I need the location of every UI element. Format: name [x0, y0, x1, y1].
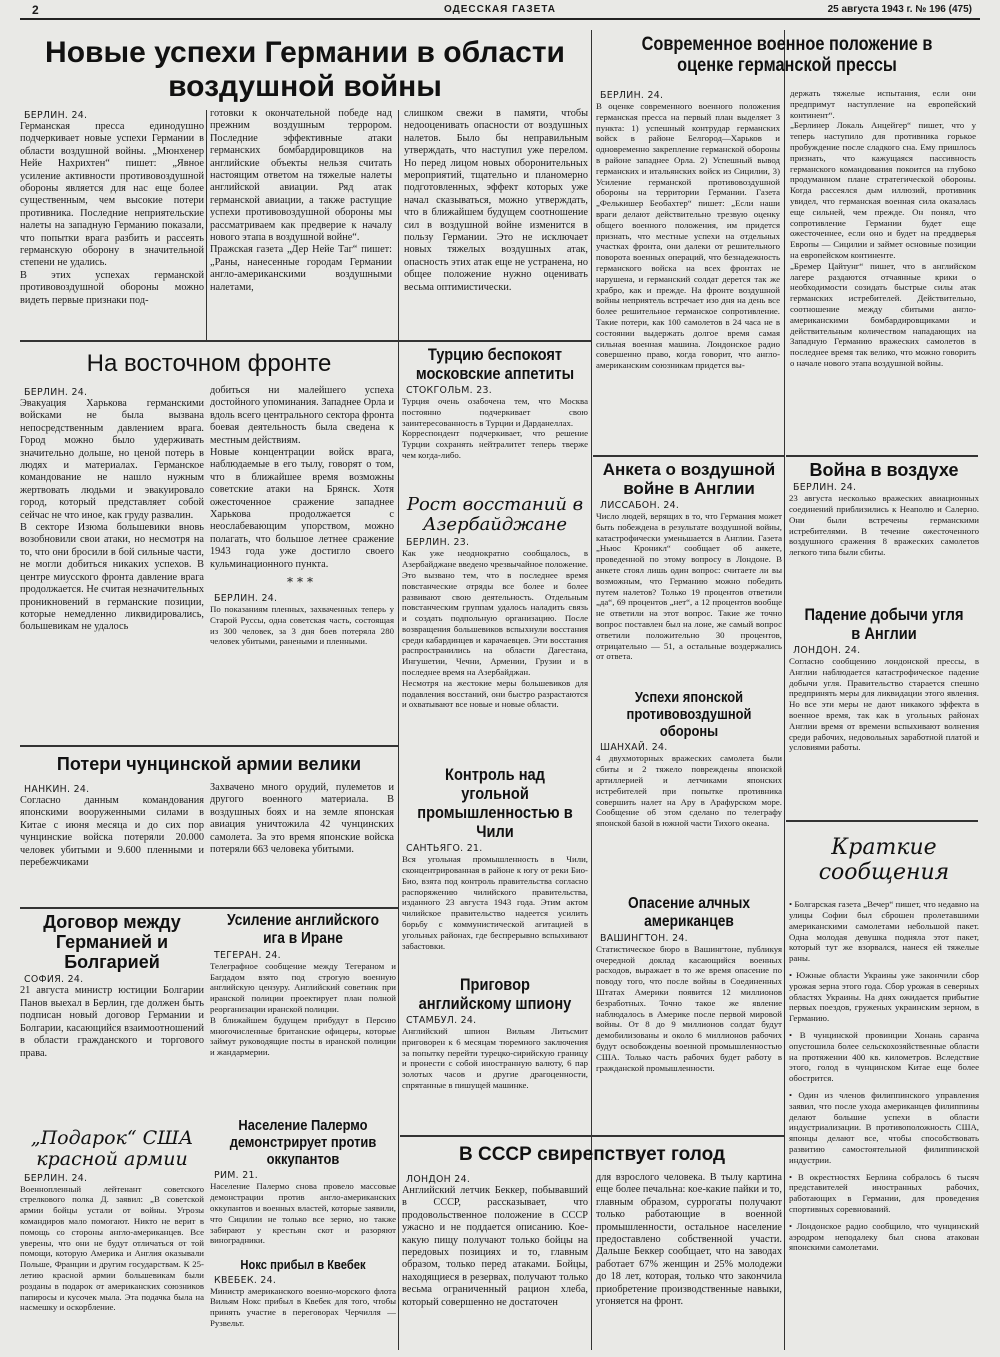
body-text: добиться ни малейшего успеха достойного упоминания. Западнее Орла и вдоль всего центрального сектора фронта боевая деятельность была сведена к местным действиям. Новые концентрации войск врага, наблюдаемые в его тылу, говорят о том, что в ближайшее время возможны советские атаки на Брянск. Хотя ожесточенное сражение западнее Харькова продолжается с неослабевающим упорством, можно полагать, что большое летнее сражение 1943 года уже достигло своего кульминационного пункта.	[210, 385, 394, 570]
body-text: держать тяжелые испытания, если они предпримут наступление на европейский континент“. „Берлинер Локаль Анцейгер“ пишет, что у теперь наступило для противника горькое пробуждение после сладкого сна. Ему пришлось признать, что кажущаяся пассивность германского командования покоится на глубоко продуманном плане стратегической обороны. Когда рассеялся дым иллюзий, противник увидел, что германская военная сила оказалась еще сильней, чем прежде. Он понял, что сопротивление Германии будет еще ожесточеннее, если оно и будет на преддверья Европы — Сицилии и займет основные позиции на европейском континенте. „Бремер Цайтунг“ пишет, что в английском лагере раздаются отчаянные крики о необходимости созидать быстрые силы атак германских истребителей. Действительно, соотношение между сбитыми англо-американскими бомбардировщиками и действительным количеством нападающих на Западную Германию вражеских самолетов в последнее время так велико, что можно говорить о начале нового этапа воздушной войны.	[790, 88, 976, 368]
article-coal-chile	[402, 765, 588, 970]
body-text: 4 двухмоторных вражеских самолета были сбиты и 2 тяжело повреждены японской артиллерией и летчиками японских истребителей при попытке противника совершить налет на Ару в Арафурском море. Сообщение об этом сделано по телеграфу японской базой в южной части Тихого океана.	[596, 753, 782, 829]
section-rule	[20, 907, 398, 909]
body-text: Статистическое бюро в Вашингтоне, публикуя очередной доклад касающийся военных расходов, выражает в то же время опасение по поводу того, что после войны в Соединенных Штатах Америки появится 12 миллионов безработных. Точно такое же явление наблюдалось в Америке после первой мировой войны. От 8 до 9 миллионов солдат будут демобилизованы и около 6 миллионов рабочих будут освобождены военной промышленностью США. Только часть рабочих будет работу в гражданской промышленности.	[596, 943, 782, 1073]
headline: Опасение алчных американцев	[628, 895, 750, 930]
dateline: СТАМБУЛ. 24.	[406, 1015, 477, 1027]
section-rule	[20, 340, 592, 342]
page-number: 2	[32, 3, 39, 17]
headline: Усиление английского ига в Иране	[226, 912, 379, 947]
headline: Анкета о воздушной войне в Англии	[602, 460, 776, 499]
section-rule	[786, 820, 978, 822]
headline: Рост восстаний в Азербайджане	[406, 495, 584, 536]
column	[596, 88, 780, 371]
body-text: Согласно сообщению лондонской прессы, в Англии наблюдается катастрофическое падение добычи угля. Правительство старается спешно предпринять меры для ликвидации этого явления. Но все эти меры не дают никакого эффекта в военное время, так как в угольных районах Англии время от времени вспыхивают волнения среди рабочих, недовольных заработной платой и условиями работы.	[789, 656, 979, 753]
body-text: Население Палермо снова провело массовые демонстрации против англо-американских оккупантов и военных властей, которые заявили, что Сицилии не только все зерно, но также забирают у крестьян скот и разоряют виноградники.	[210, 1181, 396, 1246]
brief-item: • В чунцинской провинции Хонань саранча опустошила более сельскохозяйственные области на протяжении 400 кв. километров. Вследствие этого, голод в чунцинском Китае еще более обострится.	[789, 1030, 979, 1084]
headline: Контроль над угольной промышленностью в Чили	[417, 765, 573, 842]
body-text: Германская пресса единодушно подчеркивает новые успехи Германии в области воздушной войны. „Мюнхенер Нейе Нахрихтен“ пишет: „Явное усиление активности противовоздушной обороны является для нас еще более существенным, чем высокие потери противника. Последние неприятельские налеты на западную Германию показали, что попытки врага разбить и рассеять германскую оборону в значительной степени не удались. В этих успехах германской противовоздушной обороны можно видеть первые признаки под-	[20, 121, 204, 306]
headline: Успехи японской противовоздушной обороны	[626, 690, 752, 740]
dateline: ЛИССАБОН. 24.	[600, 500, 680, 512]
section-rule	[20, 745, 398, 747]
article-coal-uk	[789, 605, 979, 815]
dateline: НАНКИН. 24.	[24, 784, 90, 795]
headline: Население Палермо демонстрирует против оккупантов	[229, 1118, 377, 1168]
article-iran	[210, 912, 396, 1112]
article-briefs	[789, 828, 979, 1350]
dateline: РИМ. 21.	[214, 1170, 259, 1182]
body-text: Военнопленный лейтенант советского стрелкового полка Д. заявил: „В советской армии бойцы устали от войны. Угрозы командиров мало помогают. Никто не верит в помощь со стороны англо-американцев. Все уверены, что они не будут отличаться от той помощи, которую Америка и Англия оказывали Польше, Франции и другим государствам. К 25-летию красной армии большевикам были розданы в подарок от американских союзников папиросы и кусочек мыла. Эта подачка была на насмешку и оскорбление.	[20, 1183, 204, 1313]
article-air-war	[789, 460, 979, 600]
article-azerbaijan	[402, 495, 588, 755]
article-survey	[596, 460, 782, 685]
headline: Потери чунцинской армии велики	[56, 754, 362, 774]
dateline: СОФИЯ. 24.	[24, 974, 84, 986]
issue-date: 25 августа 1943 г. № 196 (475)	[827, 4, 972, 15]
masthead	[20, 2, 980, 20]
dateline: ВАШИНГТОН. 24.	[600, 932, 688, 944]
column	[790, 88, 976, 369]
dateline: БЕРЛИН. 24.	[600, 90, 664, 101]
headline: Падение добычи угля в Англии	[804, 605, 964, 644]
article-alien	[596, 895, 782, 1135]
article-japan-aa	[596, 690, 782, 890]
dateline: СТОКГОЛЬМ. 23.	[406, 385, 493, 397]
body-text: 21 августа министр юстиции Болгарии Панов выехал в Берлин, где должен быть подписан новый договор Германии и Болгарии, касающийся взаимоотношений в области гражданского и торгового права.	[20, 985, 204, 1059]
column	[402, 1172, 588, 1309]
body-text: Захвачено много орудий, пулеметов и другого военного материала. В воздушных боях и на земле японская авиация уничтожила 42 чунцинских самолета. За это время японские войска потеряли 663 человека убитыми.	[210, 782, 394, 856]
body-text: слишком свежи в памяти, чтобы недооценивать опасности от воздушных налетов. Было бы неправильным утверждать, что наступил уже перелом. Но перед лицом новых оборонительных мероприятий, тщательно и планомерно подготовленных, эффект которых уже начал сказываться, можно утверждать, что в ближайшем будущем соотношение сил в воздушной войне изменится в пользу Германии. Это не исключает новых тяжелых воздушных атак, опасность этих атак еще не устранена, но общее положение нужно оценивать весьма оптимистически.	[404, 108, 588, 293]
body-text: Министр американского военно-морского флота Вильям Нокс прибыл в Квебек для того, чтобы принять участие в переговорах Черчилля — Рузвельт.	[210, 1285, 396, 1328]
brief-item: • Один из членов филиппинского управления заявил, что после ухода американцев филиппины делают большие успехи в области индустриализации. В противоположность США, японцы делают все, чтобы способствовать развитию самостоятельной филиппинской индустрии.	[789, 1090, 979, 1165]
article-germany-air	[20, 30, 590, 335]
article-treaty	[20, 912, 204, 1122]
headline: Краткие сообщения	[818, 835, 950, 885]
column	[210, 385, 394, 647]
body-text: Вся угольная промышленность в Чили, сконцентрированная в районе к югу от реки Био-Био, взята под контроль правительства согласно распоряжению чилийского правительства, изданного 23 августа 1943 года. Этим актом чилийское правительство надеется усилить борьбу с коммунистической агитацией в угольных районах, где беспрерывно вспыхивают забастовки.	[402, 854, 588, 951]
headline: В СССР свирепствует голод	[458, 1144, 726, 1165]
headline: Турцию беспокоят московские аппетиты	[415, 345, 575, 384]
column	[20, 385, 204, 634]
body-text: для взрослого человека. В тылу картина еще более печальна: кое-какие пайки и то, главным образом, суррогаты получают только работающие в военной промышленности, остальное население предоставлено собственной участи. Дальше Беккер сообщает, что на заводах работает 67% женщин и 25% молодежи до 18 лет, которая, только что закончила приобретение производственные навыки, угоняется на фронт.	[596, 1172, 782, 1308]
dateline: ШАНХАЙ. 24.	[600, 742, 668, 754]
dateline: БЕРЛИН. 23.	[406, 537, 470, 549]
headline: Договор между Германией и Болгарией	[43, 912, 181, 973]
brief-item: • В окрестностях Берлина собралось 6 тысяч представителей иностранных рабочих, работающих в Германии, для проведения спортивных соревнований.	[789, 1171, 979, 1214]
headline: Приговор английскому шпиону	[418, 975, 572, 1014]
dateline: БЕРЛИН. 24.	[793, 482, 857, 494]
column	[596, 1172, 782, 1308]
headline: На восточном фронте	[86, 350, 332, 377]
dateline: ТЕГЕРАН. 24.	[214, 949, 281, 961]
column	[210, 108, 392, 294]
body-text: Английский шпион Вильям Литьсмит приговорен к 6 месяцам тюремного заключения за попытку перейти турецко-сирийскую границу и пронести с собой иностранную валюту, 6 пар золотых часов и другие драгоценности, спрятанные в пишущей машинке.	[402, 1026, 588, 1091]
headline: „Подарок“ США красной армии	[30, 1128, 194, 1171]
dateline: БЕРЛИН. 24.	[24, 110, 88, 121]
dateline: КВЕБЕК. 24.	[214, 1274, 277, 1286]
separator-stars: ***	[287, 575, 317, 590]
dateline: БЕРЛИН. 24.	[24, 387, 88, 398]
body-text: Согласно данным командования японскими вооруженными силами в Китае с июня месяца и до сих пор чунцинские войска потеряли 20.000 человек убитыми и 9.600 пленными и перебежчиками	[20, 795, 204, 869]
dateline: ЛОНДОН 24.	[406, 1174, 471, 1185]
dateline: САНТЬЯГО. 21.	[406, 843, 483, 855]
article-chungking	[20, 750, 398, 902]
column	[404, 108, 588, 294]
body-text: Как уже неоднократно сообщалось, в Азербайджане введено чрезвычайное положение. Это вызвано тем, что в последнее время повстанческие отряды все более и более развивают свою деятельность. Отдельным повстанческим группам удалось наладить связь и создать подпольную организацию. После возвращения большевиков вспыхнули восстания среди кабардинцев и карачаевцев. Эти восстания распространились на области Дагестана, Ингушетии, Чечни, Армении, Грузии и в последнее время на Азербайджан. Несмотря на жестокие меры большевиков для подавления восстаний, они быстро разрастаются и охватывают все новые и новые области.	[402, 548, 588, 710]
article-spy	[402, 975, 588, 1130]
paper-name: ОДЕССКАЯ ГАЗЕТА	[443, 4, 557, 15]
brief-item: • Болгарская газета „Вечер“ пишет, что недавно на улицы Софии был сброшен пролетавшими американскими самолетами небольшой пакет. Одна молодая девушка подняла этот пакет, который тут же взорвался, нанеся ей тяжелые раны.	[789, 899, 979, 964]
article-turkey	[402, 345, 588, 485]
section-rule	[786, 455, 978, 457]
brief-item: • Южные области Украины уже закончили сбор урожая зерна этого года. Сбор урожая в северных областях Украины. На днях ожидается прибытие первых поездов, груженых украинским зерном, в Германию.	[789, 970, 979, 1024]
article-military-situation	[596, 30, 978, 450]
headline: Новые успехи Германии в области воздушной войны	[45, 36, 565, 103]
body-text: 23 августа несколько вражеских авиационных соединений приблизились к Неаполю и Салерно. Они были встречены германскими истребителями. В течение ожесточенного воздушного сражения 8 вражеских самолетов легкого типа были сбиты.	[789, 493, 979, 558]
column	[20, 782, 204, 869]
dateline: БЕРЛИН. 24.	[24, 1172, 88, 1184]
article-palermo	[210, 1118, 396, 1253]
headline: Война в воздухе	[809, 460, 959, 480]
body-text: Число людей, верящих в то, что Германия может быть побеждена в результате воздушной войны, катастрофически уменьшается в Англии. Газета „Ньюс Кроникл“ сообщает об анкете, проведенной по этому вопросу в Лондоне. В анкете стоял лишь один вопрос: считаете ли вы возможным, что Германию можно победить путем налетов? Только 19 процентов ответили „да“, 69 процентов „нет“, а 12 процентов вообще не ответили на этот вопрос. Такие же точно вопрос поставлен был на лоне, же самый вопрос ответили положительно 30 процентов, отрицательно — 51, а остальные воздержались от ответа.	[596, 511, 782, 662]
section-rule	[400, 1135, 784, 1137]
section-rule	[593, 455, 785, 457]
body-text: Английский летчик Беккер, побывавший в СССР, рассказывает, что продовольственное положение в СССР ужасно и не поддается описанию. Кое-какую пищу получают только бойцы на передовых позициях и то, главным образом, только перед атаками. Бойцы, находящиеся в резервах, получают только весьма ограниченный рацион хлеба, который совершенно не достаточен	[402, 1185, 588, 1308]
body-text: готовки к окончательной победе над прежним воздушным террором. Последние эффективные атаки германских бомбардировщиков на английские объекты нельзя считать настоящим ответом на тяжелые налеты английской авиации. Ряд атак германской авиации, а также растущие успехи противовоздушной обороны мы рассматриваем как предверие к началу нового этапа в воздушной войне“. Пражская газета „Дер Нейе Таг“ пишет: „Раны, нанесенные городам Германии англо-американскими воздушными налетами,	[210, 108, 392, 293]
column	[210, 782, 394, 856]
body-text: В оценке современного военного положения германская пресса на первый план выделяет 3 пункта: 1) успешный контрудар германских войск в районе Белгород—Харьков и одновременно закрепление германской обороны в районе западнее Орла. 2) Успешный вывод германских и итальянских войск из Сицилии, 3) Усиление германской противовоздушной обороны на территории Германии. Газета „Фелькишер Беобахтер“ пишет: „Если наши враги делают действительно трезвую оценку общего военного положения, им придется признать, что местные успехи на отдельных участках фронта, они далеки от решительного поворота военных операций, что безнадежность германского войска на всех фронтах не нарушена, и германский солдат дерется так же храбро, как и прежде. На фронте воздушной войны неприятель встречает изо дня на день все более решительное германское сопротивление. Такие потери, как 100 самолетов в 24 часа не в состоянии выдержать долгое время самая сильная военная машина. Лондонское радио совершенно право, когда говорит, что англо-американским союзникам придется вы-	[596, 101, 780, 371]
headline: Нокс прибыл в Квебек	[240, 1258, 366, 1272]
column	[20, 108, 204, 307]
article-gift	[20, 1128, 204, 1353]
brief-item: • Лондонское радио сообщило, что чунцинский аэродром неподалеку был снова атакован японскими самолетами.	[789, 1220, 979, 1253]
headline: Современное военное положение в оценке германской прессы	[641, 34, 933, 77]
body-text: По показаниям пленных, захваченных теперь у Старой Руссы, одна советская часть, состоящая из 300 человек, за 3 дня боев потеряла 280 человек убитыми, ранеными и пленными.	[210, 604, 394, 647]
article-knox	[210, 1258, 396, 1353]
body-text: Телеграфное сообщение между Тегераном и Багдадом взято под строгую военную английскую цензуру. Английский советник при иранской полиции проектирует план полной реорганизации иранской полиции. В ближайшем будущем прибудут в Персию многочисленные британские офицеры, которые займут руководящие посты в иранской полиции и жандармерии.	[210, 960, 396, 1058]
body-text: Эвакуация Харькова германскими войсками не была вызвана непосредственным давлением врага. Город можно было удерживать значительно дольше, но ценой потерь в людях и материалах. Германское командование не нашло нужным жертвовать людьми и эвакуировало город, который представляет собой сейчас не что иное, как груду развалин. В секторе Изюма большевики вновь возобновили свои атаки, но несмотря на то, что они бросили в бой сильные части, не могли добиться никаких успехов. В центре миусского фронта давление врага продолжается. Не считая незначительных проникновений в германские позиции, которые немедленно ликвидировались, большевикам не удалось	[20, 398, 204, 633]
body-text: Турция очень озабочена тем, что Москва постоянно подчеркивает свою заинтересованность в Турции и Дарданеллах. Корреспондент подчеркивает, что решение Турции сохранять нейтралитет теперь тверже чем когда-либо.	[402, 396, 588, 461]
dateline: ЛОНДОН. 24.	[793, 645, 861, 657]
article-ussr-hunger	[402, 1140, 782, 1352]
dateline: БЕРЛИН. 24.	[214, 593, 278, 605]
article-eastern-front	[20, 345, 398, 740]
